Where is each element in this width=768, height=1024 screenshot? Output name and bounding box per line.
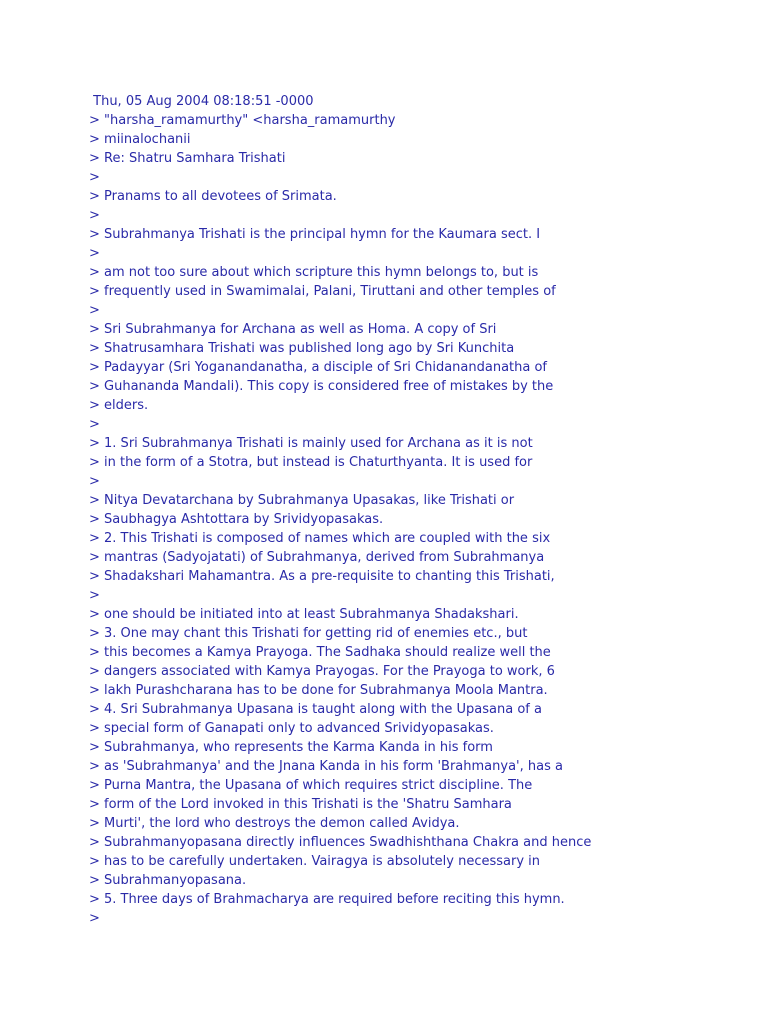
email-quoted-line: > Shadakshari Mahamantra. As a pre-requisite to chanting this Trishati, bbox=[89, 569, 555, 584]
email-quoted-line: > special form of Ganapati only to advanced Srividyopasakas. bbox=[89, 721, 494, 736]
email-quoted-line: > frequently used in Swamimalai, Palani, Tiruttani and other temples of bbox=[89, 284, 556, 299]
email-body bbox=[89, 92, 749, 928]
email-quoted-line: > bbox=[89, 474, 100, 489]
email-quoted-line: > miinalochanii bbox=[89, 132, 191, 147]
email-quoted-line: > 3. One may chant this Trishati for getting rid of enemies etc., but bbox=[89, 626, 528, 641]
email-quoted-line: > one should be initiated into at least Subrahmanya Shadakshari. bbox=[89, 607, 519, 622]
email-quoted-line: > Sri Subrahmanya for Archana as well as Homa. A copy of Sri bbox=[89, 322, 497, 337]
email-quoted-line: > Shatrusamhara Trishati was published long ago by Sri Kunchita bbox=[89, 341, 515, 356]
email-quoted-line: > mantras (Sadyojatati) of Subrahmanya, derived from Subrahmanya bbox=[89, 550, 545, 565]
email-quoted-line: > bbox=[89, 911, 100, 926]
email-quoted-line: > am not too sure about which scripture this hymn belongs to, but is bbox=[89, 265, 539, 280]
email-quoted-line: > this becomes a Kamya Prayoga. The Sadhaka should realize well the bbox=[89, 645, 551, 660]
email-quoted-line: > has to be carefully undertaken. Vairagya is absolutely necessary in bbox=[89, 854, 541, 869]
email-quoted-line: > Nitya Devatarchana by Subrahmanya Upasakas, like Trishati or bbox=[89, 493, 515, 508]
email-quoted-line: > Murti', the lord who destroys the demon called Avidya. bbox=[89, 816, 460, 831]
email-quoted-line: > Purna Mantra, the Upasana of which requires strict discipline. The bbox=[89, 778, 533, 793]
email-quoted-line: > form of the Lord invoked in this Trishati is the 'Shatru Samhara bbox=[89, 797, 512, 812]
email-quoted-line: > 1. Sri Subrahmanya Trishati is mainly used for Archana as it is not bbox=[89, 436, 533, 451]
email-quoted-line: > bbox=[89, 208, 100, 223]
email-quoted-line: > 2. This Trishati is composed of names which are coupled with the six bbox=[89, 531, 551, 546]
email-quoted-line: > bbox=[89, 588, 100, 603]
email-quoted-line: > 5. Three days of Brahmacharya are required before reciting this hymn. bbox=[89, 892, 565, 907]
email-quoted-line: > Saubhagya Ashtottara by Srividyopasakas. bbox=[89, 512, 384, 527]
email-quoted-line: > bbox=[89, 417, 100, 432]
email-quoted-line: > Subrahmanyopasana directly influences Swadhishthana Chakra and hence bbox=[89, 835, 592, 850]
email-quoted-line: > lakh Purashcharana has to be done for Subrahmanya Moola Mantra. bbox=[89, 683, 548, 698]
email-quoted-line: > elders. bbox=[89, 398, 149, 413]
email-quoted-line: > as 'Subrahmanya' and the Jnana Kanda in his form 'Brahmanya', has a bbox=[89, 759, 563, 774]
email-quoted-line: > dangers associated with Kamya Prayogas. For the Prayoga to work, 6 bbox=[89, 664, 555, 679]
email-quoted-line: > Subrahmanya, who represents the Karma Kanda in his form bbox=[89, 740, 493, 755]
email-quoted-line: > Padayyar (Sri Yoganandanatha, a disciple of Sri Chidanandanatha of bbox=[89, 360, 548, 375]
email-quoted-line: > bbox=[89, 303, 100, 318]
email-quoted-line: > Guhananda Mandali). This copy is considered free of mistakes by the bbox=[89, 379, 554, 394]
email-quoted-line: > Subrahmanya Trishati is the principal hymn for the Kaumara sect. I bbox=[89, 227, 541, 242]
email-quoted-line: > "harsha_ramamurthy" <harsha_ramamurthy bbox=[89, 113, 396, 128]
email-quoted-line: > in the form of a Stotra, but instead is Chaturthyanta. It is used for bbox=[89, 455, 533, 470]
email-quoted-line: > bbox=[89, 170, 100, 185]
email-quoted-line: > Pranams to all devotees of Srimata. bbox=[89, 189, 337, 204]
email-quoted-line: > Re: Shatru Samhara Trishati bbox=[89, 151, 286, 166]
email-quoted-line: > bbox=[89, 246, 100, 261]
email-quoted-line: > Subrahmanyopasana. bbox=[89, 873, 247, 888]
email-date-line: Thu, 05 Aug 2004 08:18:51 -0000 bbox=[89, 94, 314, 109]
email-quoted-line: > 4. Sri Subrahmanya Upasana is taught along with the Upasana of a bbox=[89, 702, 542, 717]
